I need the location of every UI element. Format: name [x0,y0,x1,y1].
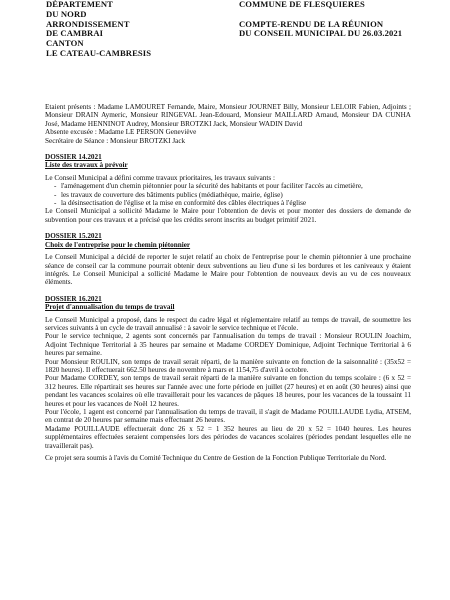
spacer [45,145,411,153]
header-left [46,0,216,59]
present-list: Etaient présents : Madame LAMOURET Fernande, Maire, Monsieur JOURNET Billy, Monsieur LELOIR Fabien, Adjoints ; Monsieur DRAIN Aymeric, Monsieur RINGEVAL Jean-Edouard, Monsieur MAILLARD Arnaud, Monsieur DA CUNHA José, Madame HENNINOT Audrey, Monsieur BROTZKI Jack, Monsieur WADIN David [45,103,411,128]
list-item: - les travaux de couverture des bâtiments publics (médiathèque, mairie, église) [61,191,411,199]
header-left-line: CANTON [46,38,84,49]
dossier-number: DOSSIER 15.2021 [45,232,102,241]
paragraph: Le Conseil Municipal a proposé, dans le respect du cadre légal et réglementaire relatif au temps de travail, de soumettre les services suivants à un cycle de travail annualisé : à savoir le service technique et l'école. [45,315,411,332]
secretary-line: Secrétaire de Séance : Monsieur BROTZKI Jack [45,136,186,145]
dossier-subject: Liste des travaux à prévoir [45,161,128,170]
header-left-line: LE CATEAU-CAMBRESIS [46,47,152,58]
paragraph: Pour Monsieur ROULIN, son temps de travail serait réparti, de la manière suivante en fonction de la saisonnalité : (35x52 = 1820 heures). Il effectuerait 662.50 heures de novembre à mars et 1154,75 d'avril à octobre. [45,357,411,374]
paragraph: Pour le service technique, 2 agents sont concernés par l'annualisation du temps de travail : Monsieur ROULIN Joachim, Adjoint Technique Territorial à 35 heures par semaine et Madame CORDEY Dominique, Adjoint Technique Territorial à 6 heures par semaine. [45,332,411,358]
report-date: DU CONSEIL MUNICIPAL DU 26.03.2021 [239,28,403,39]
list-item: - l'aménagement d'un chemin piétonnier pour la sécurité des habitants et pour faciliter l'accès au cimetière, [61,182,411,190]
header-left-line: DÉPARTEMENT [46,0,114,9]
dossier-subject: Choix de l'entreprise pour le chemin piétonnier [45,240,191,249]
dossier-subject: Projet d'annualisation du temps de travail [45,303,175,312]
paragraph: Pour Madame CORDEY, son temps de travail serait réparti de la manière suivante en fonction du temps scolaire : (6 x 52 = 312 heures. Elle répartirait ses heures sur l'année avec une forte période en juillet (27 heures) et en août (30 heures) ainsi que pendant les vacances scolaires où elle travaillerait pour les vacances de pâques 18 heures, pour les vacances de la toussaint 11 heures et pour les vacances de Noël 12 heures. [45,374,411,408]
header-left-line: DE CAMBRAI [46,28,104,39]
dossier-outro: Le Conseil Municipal a sollicité Madame le Maire pour l'obtention de devis et pour monter des dossiers de demande de subvention pour ces travaux et a précisé que les crédits seront inscrits au budget primitif 2021. [45,207,411,224]
dossier-text: Le Conseil Municipal a décidé de reporter le sujet relatif au choix de l'entreprise pour le chemin piétonnier à une prochaine séance de conseil car la commune pourrait obtenir deux subventions au lieu d'une si les bordures et les caniveaux y étaient intégrés. Le Conseil Municipal a sollicité Madame le Maire pour l'obtention de nouveaux devis au vu de ces nouveaux éléments. [45,253,411,287]
dossier-number: DOSSIER 14.2021 [45,153,102,162]
dossier-15 [45,232,411,286]
list-item: - la désinsectisation de l'église et la mise en conformité des câbles électriques à l'église [61,199,411,207]
header-left-line: ARRONDISSEMENT [46,18,130,29]
dossier-intro: Le Conseil Municipal a défini comme travaux prioritaires, les travaux suivants : [45,173,275,182]
header-left-line: DU NORD [46,8,87,19]
paragraph: Madame POUILLAUDE effectuerait donc 26 x 52 = 1 352 heures au lieu de 20 x 52 = 1040 heures. Les heures supplémentaires effectuées seraient compensées lors des périodes de vacances scolaires (périodes pendant lesquelles elle ne travaillerait pas). [45,424,411,450]
dossier-16 [45,295,411,463]
excused-line: Absente excusée : Madame LE PERSON Geneviève [45,128,197,137]
commune-name: COMMUNE DE FLESQUIERES [239,0,365,9]
dossier-number: DOSSIER 16.2021 [45,294,102,303]
paragraph: Pour l'école, 1 agent est concerné par l'annualisation du temps de travail, il s'agit de Madame POUILLAUDE Lydia, ATSEM, en contrat de 20 heures par semaine mais effectuant 26 heures. [45,408,411,425]
spacer [45,287,411,295]
document-body [45,103,411,462]
spacer [45,224,411,232]
header-right [239,0,439,39]
works-list [45,182,411,207]
dossier-14 [45,153,411,224]
report-title: COMPTE-RENDU DE LA RÉUNION [239,18,384,29]
paragraph: Ce projet sera soumis à l'avis du Comité Technique du Centre de Gestion de la Fonction Publique Territoriale du Nord. [45,454,387,463]
